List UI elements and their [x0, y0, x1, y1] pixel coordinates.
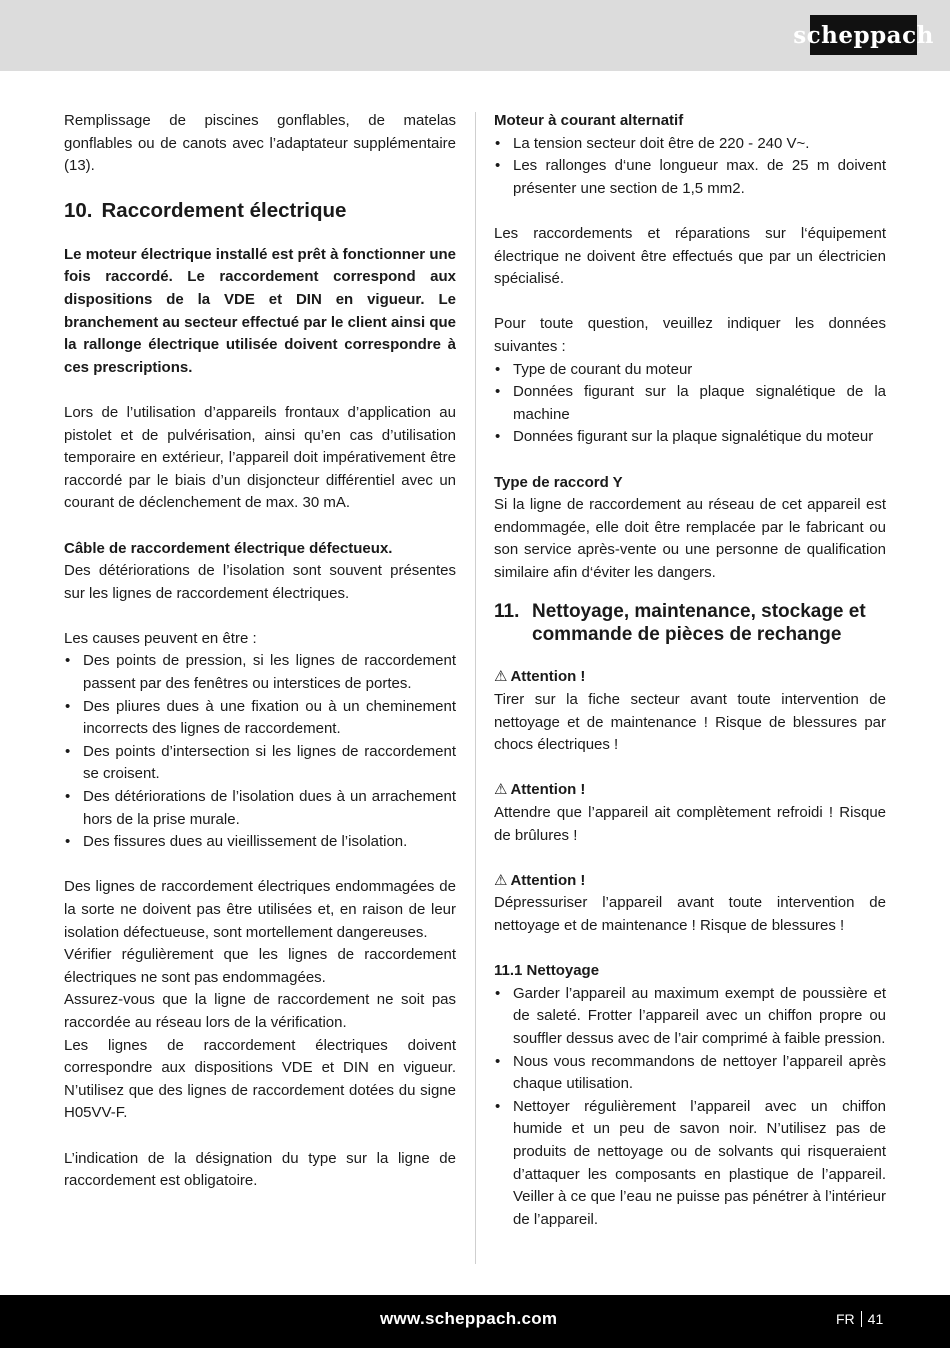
list-item: • Des détériorations de l’isolation dues à un arrachement hors de la prise murale.: [64, 786, 456, 831]
questions-list: [494, 359, 886, 449]
designation-paragraph: L’indication de la désignation du type sur la ligne de raccordement est obligatoire.: [64, 1149, 456, 1190]
footer-bar: [0, 1295, 950, 1348]
warning-icon: ⚠: [494, 668, 508, 686]
right-column: [494, 110, 886, 1231]
section-10-heading: [64, 198, 456, 224]
repairs-paragraph: Les raccordements et réparations sur l‘équipement électrique ne doivent être effectués que par un électricien spécialisé.: [494, 224, 886, 288]
rcd-paragraph: Lors de l’utilisation d’appareils frontaux d’application au pistolet et de pulvérisation, ainsi qu’en cas d’utilisation temporaire en extérieur, l’appareil doit impérativement être raccordé par le biais d’un disjoncteur différentiel avec un courant de déclenchement de max. 30 mA.: [64, 403, 456, 512]
section-title: Raccordement électrique: [101, 198, 347, 222]
list-item: • Des points de pression, si les lignes de raccordement passent par des fenêtres ou interstices de portes.: [64, 650, 456, 695]
standards-paragraph: Les lignes de raccordement électriques doivent correspondre aux dispositions VDE et DIN en vigueur. N’utilisez que des lignes de raccordement dotées du signe H05VV-F.: [64, 1036, 456, 1122]
defective-cable-text: Des détériorations de l’isolation sont souvent présentes sur les lignes de raccordement électriques.: [64, 562, 456, 602]
section-number: 11.: [494, 601, 520, 623]
motor-list: [494, 133, 886, 201]
list-item: • Nous vous recommandons de nettoyer l’appareil après chaque utilisation.: [494, 1051, 886, 1096]
y-connection-text: Si la ligne de raccordement au réseau de cet appareil est endommagée, elle doit être remplacée par le fabricant ou son service après-vente ou une personne de qualification similaire afin d‘éviter les dangers.: [494, 496, 886, 581]
list-item: • Données figurant sur la plaque signalétique du moteur: [494, 426, 886, 449]
section-11-heading: [494, 600, 886, 646]
list-item: • La tension secteur doit être de 220 - 240 V~.: [494, 133, 886, 156]
list-item: • Des fissures dues au vieillissement de l’isolation.: [64, 831, 456, 854]
section-number: 10.: [64, 198, 93, 222]
causes-intro: Les causes peuvent en être :: [64, 629, 257, 647]
motor-ready-paragraph: Le moteur électrique installé est prêt à fonctionner une fois raccordé. Le raccordement correspond aux dispositions de la VDE et DIN en vigueur. Le branchement au secteur effectué par le client ainsi que la rallonge électrique utilisée doivent correspondre à ces prescriptions.: [64, 245, 456, 376]
check-paragraph: Vérifier régulièrement que les lignes de raccordement électriques ne sont pas endommagées.: [64, 946, 456, 986]
attention-label: ⚠ Attention !: [494, 871, 586, 889]
cleaning-heading: 11.1 Nettoyage: [494, 962, 600, 980]
list-item: • Des points d’intersection si les lignes de raccordement se croisent.: [64, 741, 456, 786]
website-link[interactable]: www.scheppach.com: [380, 1309, 558, 1328]
page-number: 41: [867, 1311, 884, 1327]
questions-intro: Pour toute question, veuillez indiquer les données suivantes :: [494, 315, 886, 355]
warning-icon: ⚠: [494, 781, 508, 799]
list-item: • Type de courant du moteur: [494, 359, 886, 382]
header-bar: [0, 0, 950, 71]
attention-label: ⚠ Attention !: [494, 668, 586, 686]
separator: [861, 1311, 862, 1327]
section-title: Nettoyage, maintenance, stockage et commande de pièces de rechange: [532, 601, 866, 646]
cleaning-list: [494, 983, 886, 1232]
list-item: • Les rallonges d‘une longueur max. de 25 m doivent présenter une section de 1,5 mm2.: [494, 155, 886, 200]
danger-paragraph: Des lignes de raccordement électriques endommagées de la sorte ne doivent pas être utilisées et, en raison de leur isolation défectueuse, sont mortellement dangereuses.: [64, 878, 456, 941]
left-column: [64, 110, 456, 1193]
attention-text: Attendre que l’appareil ait complètement refroidi ! Risque de brûlures !: [494, 804, 886, 844]
warning-icon: ⚠: [494, 871, 508, 889]
list-item: • Nettoyer régulièrement l’appareil avec un chiffon humide et un peu de savon noir. N’utilisez pas de produits de nettoyage ou de solvants qui risqueraient d’attaquer les composants en plastique de l’appareil. Veiller à ce que l’eau ne puisse pas pénétrer à l’intérieur de l’appareil.: [494, 1096, 886, 1232]
y-connection-heading: Type de raccord Y: [494, 473, 623, 491]
intro-paragraph: Remplissage de piscines gonflables, de matelas gonflables ou de canots avec l’adaptateur supplémentaire (13).: [64, 112, 456, 175]
language-code: FR: [836, 1311, 855, 1327]
list-item: • Des pliures dues à une fixation ou à un cheminement incorrects des lignes de raccordement.: [64, 696, 456, 741]
attention-text: Dépressuriser l’appareil avant toute intervention de nettoyage et de maintenance ! Risque de blessures !: [494, 894, 886, 934]
attention-text: Tirer sur la fiche secteur avant toute intervention de nettoyage et de maintenance ! Risque de blessures par chocs électriques !: [494, 691, 886, 754]
attention-label: ⚠ Attention !: [494, 781, 586, 799]
disconnect-paragraph: Assurez-vous que la ligne de raccordement ne soit pas raccordée au réseau lors de la vérification.: [64, 991, 456, 1031]
defective-cable-heading: Câble de raccordement électrique défectueux.: [64, 539, 393, 557]
brand-logo: scheppach: [810, 15, 917, 55]
motor-heading: Moteur à courant alternatif: [494, 112, 684, 129]
causes-list: [64, 650, 456, 853]
list-item: • Garder l’appareil au maximum exempt de poussière et de saleté. Frotter l’appareil avec un chiffon propre ou souffler dessus avec de l’air comprimé à faible pression.: [494, 983, 886, 1051]
column-divider: [475, 112, 476, 1264]
page-indicator: [836, 1311, 883, 1327]
list-item: • Données figurant sur la plaque signalétique de la machine: [494, 381, 886, 426]
